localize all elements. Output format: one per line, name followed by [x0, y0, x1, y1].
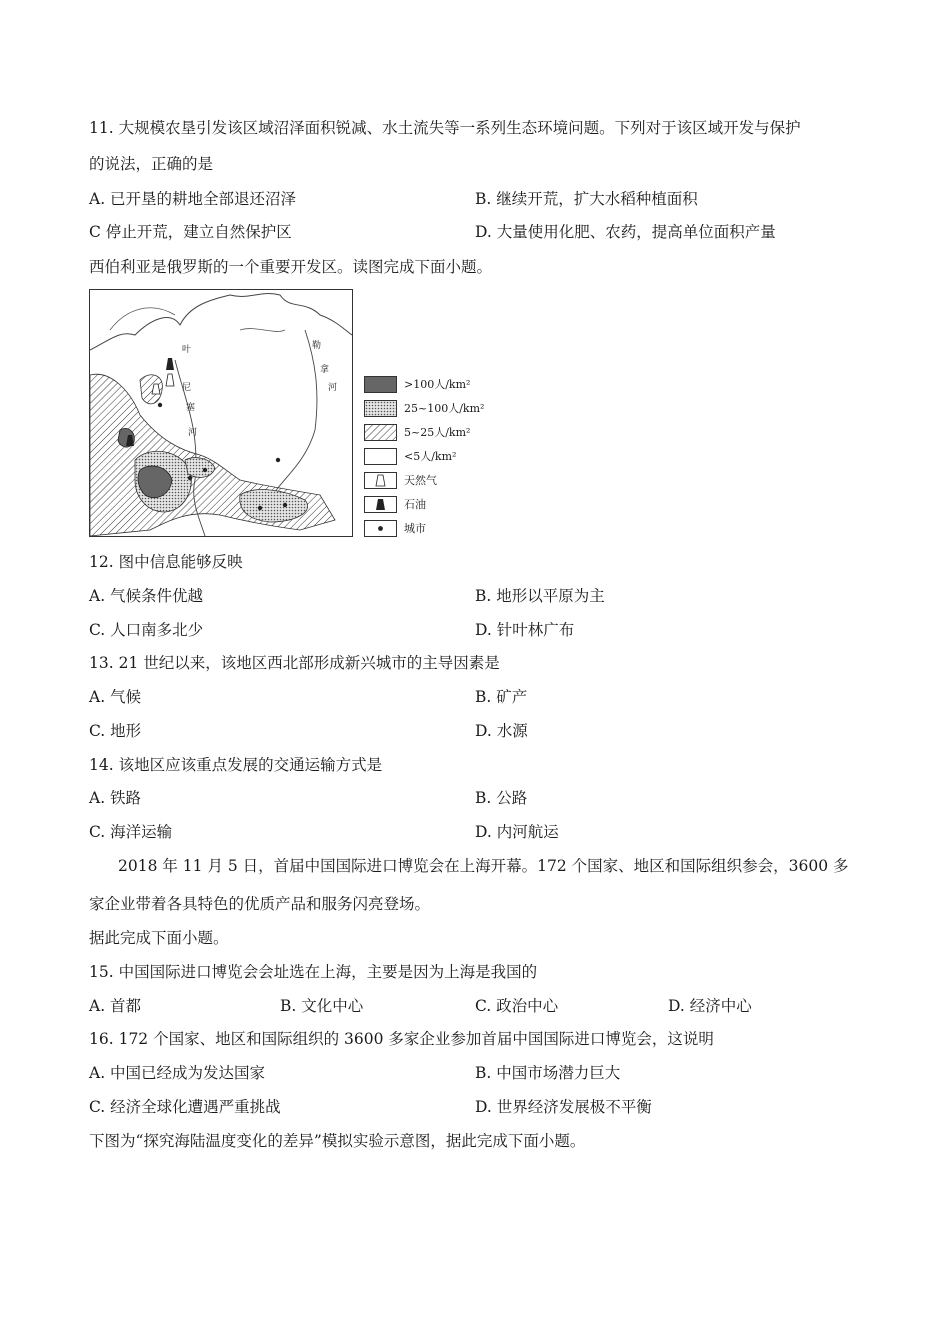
expo-passage-line2: 家企业带着各具特色的优质产品和服务闪亮登场。 — [89, 895, 431, 913]
q12-option-b: B. 地形以平原为主 — [475, 587, 605, 605]
q16-stem: 16. 172 个国家、地区和国际组织的 3600 多家企业参加首届中国国际进口博览会，这说明 — [89, 1030, 714, 1048]
legend-swatch-dense — [364, 376, 397, 393]
expo-passage-line3: 据此完成下面小题。 — [89, 929, 229, 947]
q11-stem-line1: 11. 大规模农垦引发该区域沼泽面积锐减、水土流失等一系列生态环境问题。下列对于该区域开发与保护 — [89, 119, 801, 137]
q15-option-d: D. 经济中心 — [668, 997, 752, 1015]
q15-option-c: C. 政治中心 — [475, 997, 559, 1015]
q13-option-c: C. 地形 — [89, 722, 142, 740]
map-label-he1: 河 — [188, 428, 198, 438]
legend-label-dense: >100人/km² — [404, 378, 471, 391]
map-label-sai: 塞 — [186, 403, 196, 413]
q11-option-a: A. 已开垦的耕地全部退还沼泽 — [89, 190, 297, 208]
legend-label-medium: 25~100人/km² — [404, 402, 485, 415]
q12-option-a: A. 气候条件优越 — [89, 587, 204, 605]
siberia-population-map — [89, 289, 353, 537]
q16-option-a: A. 中国已经成为发达国家 — [89, 1064, 266, 1082]
q14-option-d: D. 内河航运 — [475, 823, 559, 841]
experiment-intro: 下图为“探究海陆温度变化的差异”模拟实验示意图，据此完成下面小题。 — [89, 1132, 586, 1150]
q16-option-b: B. 中国市场潜力巨大 — [475, 1064, 621, 1082]
siberia-intro: 西伯利亚是俄罗斯的一个重要开发区。读图完成下面小题。 — [89, 258, 493, 276]
legend-label-oil: 石油 — [404, 498, 426, 511]
gas-icon — [364, 472, 397, 489]
map-label-na: 拿 — [320, 365, 330, 375]
city-icon — [364, 520, 397, 537]
legend-label-gas: 天然气 — [404, 474, 437, 487]
expo-passage-line1: 2018 年 11 月 5 日，首届中国国际进口博览会在上海开幕。172 个国家、地区和国际组织参会，3600 多 — [118, 857, 849, 875]
q12-option-c: C. 人口南多北少 — [89, 621, 204, 639]
q16-option-c: C. 经济全球化遭遇严重挑战 — [89, 1098, 281, 1116]
legend-label-low: 5~25人/km² — [404, 426, 471, 439]
map-label-le: 勒 — [312, 341, 322, 351]
q11-option-b: B. 继续开荒，扩大水稻种植面积 — [475, 190, 698, 208]
map-label-ni: 尼 — [182, 383, 192, 393]
oil-icon — [364, 496, 397, 513]
q13-option-b: B. 矿产 — [475, 688, 528, 706]
q15-option-b: B. 文化中心 — [280, 997, 364, 1015]
q15-stem: 15. 中国国际进口博览会会址选在上海，主要是因为上海是我国的 — [89, 963, 538, 981]
legend-swatch-low — [364, 424, 397, 441]
legend-label-city: 城市 — [404, 522, 426, 535]
q14-option-a: A. 铁路 — [89, 789, 142, 807]
q14-option-c: C. 海洋运输 — [89, 823, 173, 841]
q16-option-d: D. 世界经济发展极不平衡 — [475, 1098, 652, 1116]
q14-stem: 14. 该地区应该重点发展的交通运输方式是 — [89, 756, 383, 774]
q11-stem-line2: 的说法，正确的是 — [89, 155, 214, 173]
map-label-ye: 叶 — [182, 345, 192, 355]
q13-stem: 13. 21 世纪以来，该地区西北部形成新兴城市的主导因素是 — [89, 654, 500, 672]
q14-option-b: B. 公路 — [475, 789, 528, 807]
q12-stem: 12. 图中信息能够反映 — [89, 553, 243, 571]
legend-label-sparse: <5人/km² — [404, 450, 457, 463]
q15-option-a: A. 首都 — [89, 997, 142, 1015]
q12-option-d: D. 针叶林广布 — [475, 621, 575, 639]
map-label-he2: 河 — [328, 383, 338, 393]
q11-option-d: D. 大量使用化肥、农药，提高单位面积产量 — [475, 223, 776, 241]
legend-swatch-medium — [364, 400, 397, 417]
q13-option-a: A. 气候 — [89, 688, 142, 706]
legend-swatch-sparse — [364, 448, 397, 465]
q11-option-c: C 停止开荒，建立自然保护区 — [89, 223, 292, 241]
q13-option-d: D. 水源 — [475, 722, 528, 740]
